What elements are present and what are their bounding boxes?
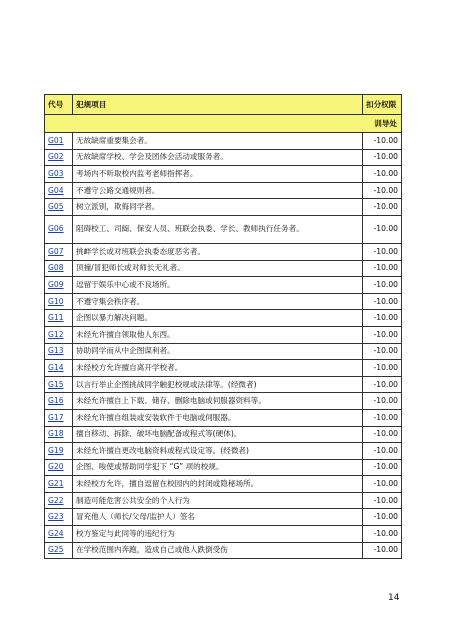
deduction-value: -10.00	[363, 133, 402, 150]
rule-description: 挑衅学长或对班联会执委态度恶劣者。	[73, 243, 363, 260]
code-column-header: 代号	[45, 95, 73, 115]
page-number: 14	[388, 593, 400, 603]
rule-description: 在学校范围内奔跑，造成自己或他人跌倒受伤	[73, 542, 363, 559]
deduction-value: -10.00	[363, 326, 402, 343]
deduction-value: -10.00	[363, 182, 402, 199]
rule-description: 未经允许擅自组装或安装软件于电脑或伺服器。	[73, 409, 363, 426]
rule-code-link[interactable]: G10	[45, 293, 73, 310]
rule-code-link[interactable]: G22	[45, 492, 73, 509]
table-row	[45, 166, 402, 183]
rule-code-link[interactable]: G13	[45, 343, 73, 360]
table-subheader-row	[45, 115, 402, 133]
rule-description: 无故缺席学校、学会及团体会活动或服务者。	[73, 149, 363, 166]
rule-code-link[interactable]: G14	[45, 360, 73, 377]
table-row	[45, 182, 402, 199]
deduction-value: -10.00	[363, 492, 402, 509]
rule-description: 不遵守集会秩序者。	[73, 293, 363, 310]
deduction-value: -10.00	[363, 476, 402, 493]
rule-code-link[interactable]: G01	[45, 133, 73, 150]
score-column-header: 扣分权限	[363, 95, 402, 115]
table-row	[45, 526, 402, 543]
rule-code-link[interactable]: G21	[45, 476, 73, 493]
table-row	[45, 443, 402, 460]
table-header-row	[45, 95, 402, 115]
deduction-value: -10.00	[363, 215, 402, 243]
rule-description: 制造可能危害公共安全的个人行为	[73, 492, 363, 509]
rule-code-link[interactable]: G03	[45, 166, 73, 183]
rule-code-link[interactable]: G09	[45, 277, 73, 294]
rule-description: 无故缺席重要集会者。	[73, 133, 363, 150]
table-row	[45, 393, 402, 410]
table-row	[45, 492, 402, 509]
rule-code-link[interactable]: G04	[45, 182, 73, 199]
rule-description: 擅自移动、拆除、破坏电脑配备或程式等(硬体)。	[73, 426, 363, 443]
rule-description: 顶撞/冒犯师长或对师长无礼者。	[73, 260, 363, 277]
deduction-value: -10.00	[363, 526, 402, 543]
rule-description: 协助同学而从中企图谋利者。	[73, 343, 363, 360]
deduction-value: -10.00	[363, 260, 402, 277]
rule-description: 逗留于娱乐中心或不良场所。	[73, 277, 363, 294]
rule-code-link[interactable]: G12	[45, 326, 73, 343]
rule-code-link[interactable]: G05	[45, 199, 73, 216]
rule-code-link[interactable]: G15	[45, 376, 73, 393]
table-row	[45, 310, 402, 327]
rule-code-link[interactable]: G16	[45, 393, 73, 410]
deduction-value: -10.00	[363, 542, 402, 559]
rule-code-link[interactable]: G25	[45, 542, 73, 559]
deduction-value: -10.00	[363, 376, 402, 393]
rule-description: 不遵守公路交通规则者。	[73, 182, 363, 199]
rule-code-link[interactable]: G07	[45, 243, 73, 260]
deduction-value: -10.00	[363, 459, 402, 476]
rule-code-link[interactable]: G11	[45, 310, 73, 327]
table-row	[45, 133, 402, 150]
rule-code-link[interactable]: G06	[45, 215, 73, 243]
rule-code-link[interactable]: G23	[45, 509, 73, 526]
table-row	[45, 542, 402, 559]
table-body	[45, 133, 402, 559]
rule-description: 未经校方允许，擅自逗留在校园内的封闭或隐秘场所。	[73, 476, 363, 493]
rule-code-link[interactable]: G17	[45, 409, 73, 426]
rule-description: 未经允许擅自领取他人东西。	[73, 326, 363, 343]
table-row	[45, 459, 402, 476]
rule-description: 阻碍校工、司阍、保安人员、班联会执委、学长、教师执行任务者。	[73, 215, 363, 243]
table-row	[45, 277, 402, 294]
table-row	[45, 243, 402, 260]
deduction-value: -10.00	[363, 393, 402, 410]
rule-description: 企图、唆使或帮助同学犯下 “G” 项的校规。	[73, 459, 363, 476]
deduction-value: -10.00	[363, 149, 402, 166]
deduction-value: -10.00	[363, 343, 402, 360]
table-row	[45, 215, 402, 243]
rule-code-link[interactable]: G24	[45, 526, 73, 543]
deduction-value: -10.00	[363, 443, 402, 460]
deduction-value: -10.00	[363, 293, 402, 310]
rule-code-link[interactable]: G02	[45, 149, 73, 166]
table-row	[45, 360, 402, 377]
rules-table	[44, 94, 402, 559]
table-row	[45, 476, 402, 493]
table-row	[45, 426, 402, 443]
deduction-value: -10.00	[363, 409, 402, 426]
deduction-value: -10.00	[363, 360, 402, 377]
rule-description: 企图以暴力解决问题。	[73, 310, 363, 327]
deduction-value: -10.00	[363, 243, 402, 260]
table-row	[45, 343, 402, 360]
deduction-value: -10.00	[363, 310, 402, 327]
table-row	[45, 509, 402, 526]
rule-description: 考场内不听取校内监考老师指挥者。	[73, 166, 363, 183]
discipline-office-header: 训导处	[363, 115, 402, 133]
rule-description: 未经校方允许擅自离开学校者。	[73, 360, 363, 377]
rule-description: 校方鉴定与此同等的违纪行为	[73, 526, 363, 543]
deduction-value: -10.00	[363, 199, 402, 216]
deduction-value: -10.00	[363, 426, 402, 443]
rule-description: 以言行举止企图挑战同学触犯校规或法律等。(经微者)	[73, 376, 363, 393]
rule-code-link[interactable]: G19	[45, 443, 73, 460]
rule-description: 冒充他人（师长/父母/监护人）签名	[73, 509, 363, 526]
rule-code-link[interactable]: G18	[45, 426, 73, 443]
table-row	[45, 199, 402, 216]
rule-description: 未经允许擅自上下载、储存、删除电脑或伺服器资料等。	[73, 393, 363, 410]
rule-code-link[interactable]: G20	[45, 459, 73, 476]
table-row	[45, 376, 402, 393]
rule-description: 树立派别，欺侮同学者。	[73, 199, 363, 216]
table-row	[45, 326, 402, 343]
table-row	[45, 149, 402, 166]
item-column-header: 犯规项目	[73, 95, 363, 115]
rule-description: 未经允许擅自更改电脑资料或程式设定等。(经微者)	[73, 443, 363, 460]
deduction-value: -10.00	[363, 166, 402, 183]
table-row	[45, 260, 402, 277]
subheader-blank-cell	[73, 115, 363, 133]
deduction-value: -10.00	[363, 277, 402, 294]
rule-code-link[interactable]: G08	[45, 260, 73, 277]
table-row	[45, 409, 402, 426]
table-row	[45, 293, 402, 310]
deduction-value: -10.00	[363, 509, 402, 526]
subheader-blank-cell	[45, 115, 73, 133]
